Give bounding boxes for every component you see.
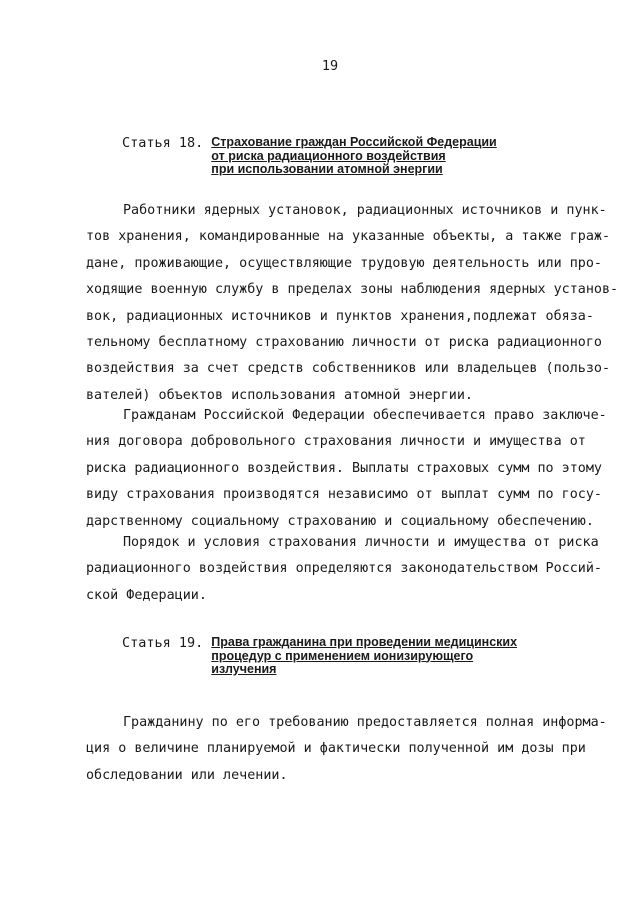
text-line: вок, радиационных источников и пунктов хранения,подлежат обяза- [86, 308, 594, 324]
text-line: виду страхования производятся независимо от выплат сумм по госу- [86, 487, 602, 503]
article-18-heading [122, 136, 541, 177]
text-line: Гражданам Российской Федерации обеспечивается право заключе- [123, 408, 607, 423]
text-line: вателей) объектов использования атомной энергии. [86, 387, 473, 403]
article-18-label: Статья 18. [122, 135, 204, 151]
article-18-title-line: Страхование граждан Российской Федерации [211, 135, 497, 149]
article-19-label: Статья 19. [122, 635, 204, 651]
text-line: радиационного воздействия определяются законодательством Россий- [86, 561, 602, 577]
text-line: обследовании или лечении. [86, 767, 288, 783]
article-19-heading [122, 636, 541, 677]
text-line: риска радиационного воздействия. Выплаты страховых сумм по этому [86, 460, 602, 476]
article-19-title [211, 636, 541, 677]
article-18-title-line: от риска радиационного воздействия [211, 148, 446, 163]
text-line: дарственному социальному страхованию и социальному обеспечению. [86, 513, 594, 529]
text-line: Работники ядерных установок, радиационных источников и пунк- [123, 203, 607, 218]
text-line: воздействия за счет средств собственников или владельцев (пользо- [86, 361, 611, 377]
article-18-paragraph-3 [86, 530, 602, 609]
article-18-paragraph-2 [86, 403, 607, 535]
text-line: ния договора добровольного страхования личности и имущества от [86, 434, 586, 450]
article-19-paragraph-1 [86, 710, 607, 789]
article-18-title [211, 136, 541, 177]
text-line: дане, проживающие, осуществляющие трудовую деятельность или про- [86, 255, 602, 271]
article-19-title-line: излучения [211, 662, 277, 676]
article-19-title-line: Права гражданина при проведении медицинских [211, 635, 518, 649]
text-line: ходящие военную службу в пределах зоны наблюдения ядерных установ- [86, 282, 619, 298]
article-19-title-line: процедур с применением ионизирующего [211, 648, 474, 663]
text-line: Порядок и условия страхования личности и имущества от риска [123, 535, 599, 550]
article-18-paragraph-1 [86, 198, 619, 409]
text-line: тов хранения, командированные на указанные объекты, а также граж- [86, 229, 611, 245]
text-line: ция о величине планируемой и фактически полученной им дозы при [86, 741, 586, 757]
text-line: ской Федерации. [86, 587, 207, 603]
text-line: Гражданину по его требованию предоставляется полная информа- [123, 715, 607, 730]
text-line: тельному бесплатному страхованию личности от риска радиационного [86, 335, 602, 351]
page-number: 19 [321, 58, 339, 74]
article-18-title-line: при использовании атомной энергии [211, 162, 443, 176]
